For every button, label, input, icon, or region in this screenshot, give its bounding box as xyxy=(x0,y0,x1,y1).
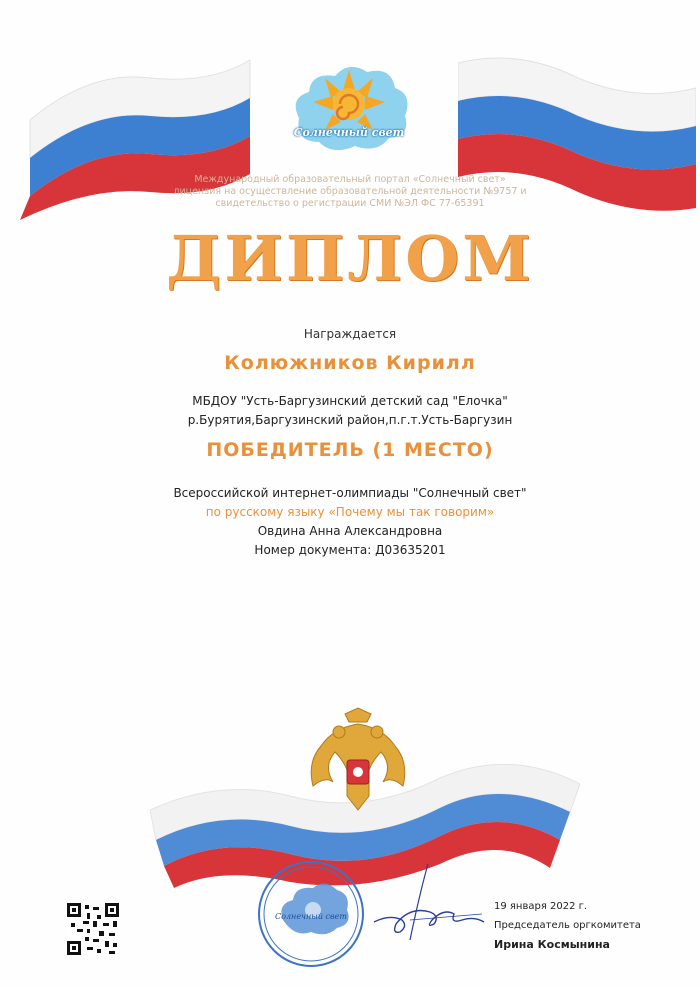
portal-info-line: лицензия на осуществление образовательной деятельности №9757 и xyxy=(173,186,527,197)
awarded-label: Награждается xyxy=(303,327,397,341)
recipient-name: Колюжников Кирилл xyxy=(224,352,476,374)
logo-text: Солнечный свет xyxy=(293,126,405,139)
portal-info-line: свидетельство о регистрации СМИ №ЭЛ ФС 77-65391 xyxy=(215,198,485,209)
document-number: Номер документа: Д03635201 xyxy=(254,543,446,557)
diploma-title: ДИПЛОМ xyxy=(166,222,534,295)
organization-name: МБДОУ "Усть-Баргузинский детский сад "Елочка" xyxy=(192,394,508,408)
sun-logo-icon xyxy=(285,58,413,158)
result-title: ПОБЕДИТЕЛЬ (1 МЕСТО) xyxy=(206,439,494,461)
coat-of-arms-icon xyxy=(303,706,413,821)
olympiad-name: Всероссийской интернет-олимпиады "Солнечный свет" xyxy=(173,486,527,500)
organization xyxy=(0,392,700,430)
portal-info-line: Международный образовательный портал «Солнечный свет» xyxy=(194,174,506,185)
olympiad-subject: по русскому языку «Почему мы так говорим» xyxy=(205,505,495,519)
olympiad-info xyxy=(0,484,700,560)
signature-block xyxy=(494,897,694,954)
organization-address: р.Бурятия,Баргузинский район,п.г.т.Усть-Баргузин xyxy=(187,413,513,427)
qr-code-icon xyxy=(67,903,119,955)
signer-name: Ирина Космынина xyxy=(494,938,610,951)
signature-icon xyxy=(370,862,488,942)
teacher-name: Овдина Анна Александровна xyxy=(257,524,443,538)
issue-date: 19 января 2022 г. xyxy=(494,901,588,912)
signer-position: Председатель оргкомитета xyxy=(494,920,641,931)
portal-info xyxy=(0,174,700,210)
stamp-text: Солнечный свет xyxy=(275,912,347,921)
